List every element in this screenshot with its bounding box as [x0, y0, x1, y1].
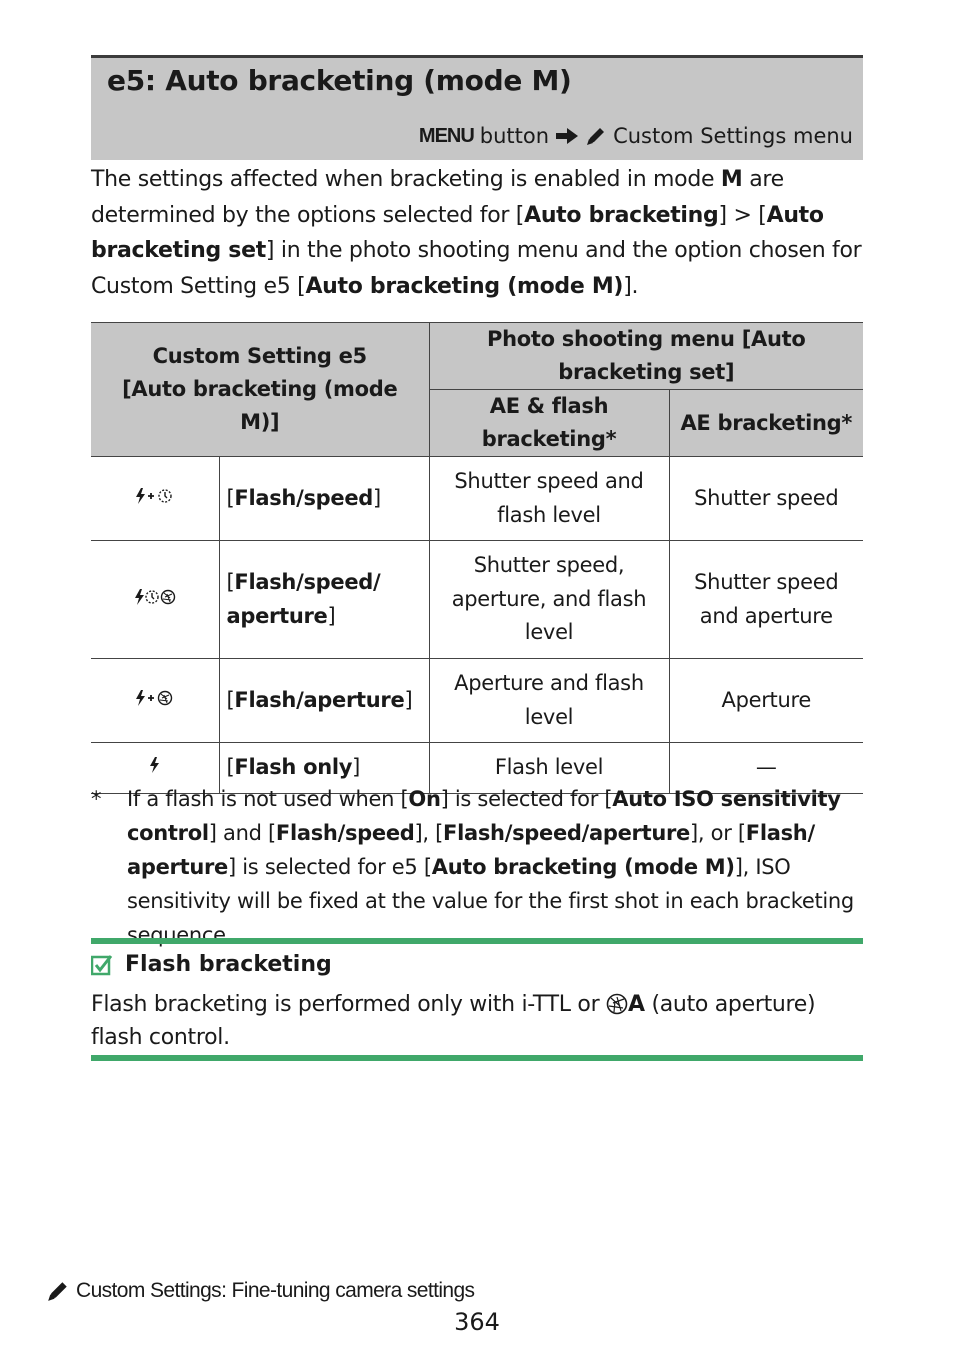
footnote-bold: Flash/speed/aperture: [443, 821, 690, 845]
row-ae-cell: Shutter speed: [669, 457, 863, 541]
flash-shutter-aperture-icon: [134, 588, 176, 606]
row-ae-flash-cell: Flash level: [429, 743, 669, 794]
intro-text: ].: [623, 273, 639, 299]
row-ae-flash-cell: Shutter speed, aperture, and flash level: [429, 541, 669, 659]
row-icon-cell: [91, 541, 219, 659]
table-row: [91, 541, 863, 659]
footnote-span: ], or [: [690, 821, 746, 845]
intro-bold: Auto bracketing set: [91, 202, 824, 263]
footnote: [91, 782, 866, 952]
pencil-icon: [585, 125, 607, 147]
table-row: [91, 457, 863, 541]
row-icon-cell: [91, 457, 219, 541]
menu-button-label: MENU: [418, 124, 474, 147]
note-title: Flash bracketing: [125, 952, 332, 977]
row-label-cell: [Flash/speed/ aperture]: [219, 541, 429, 659]
intro-text: ] in the photo shooting menu and the option chosen for Custom Setting e5 [: [91, 238, 862, 299]
row-ae-flash-cell: Aperture and flash level: [429, 659, 669, 743]
page-number: 364: [454, 1308, 500, 1336]
footnote-span: ] is selected for [: [440, 787, 613, 811]
footnote-span: ], [: [414, 821, 444, 845]
section-header: [91, 55, 863, 160]
pencil-icon: [46, 1279, 70, 1303]
intro-paragraph: [91, 162, 866, 304]
footnote-span: ], ISO sensitivity will be fixed at the value for the first shot in each bracketing sequence.: [127, 855, 854, 947]
footnote-bold: Flash/speed: [275, 821, 415, 845]
footnote-span: ] and [: [208, 821, 276, 845]
footnote-span: ] is selected for e5 [: [228, 855, 432, 879]
intro-text: The settings affected when bracketing is enabled in mode: [91, 167, 721, 192]
button-word: button: [479, 124, 550, 148]
note-text: (auto aperture) flash control.: [91, 992, 816, 1050]
footnote-bold: On: [408, 787, 441, 811]
footnote-text: [127, 782, 866, 952]
row-ae-cell: Shutter speed and aperture: [669, 541, 863, 659]
row-label: Flash/aperture: [234, 687, 405, 712]
col-header-ae-flash: AE & flash bracketing*: [429, 390, 669, 457]
flash-icon: [149, 756, 161, 774]
footnote-bold: Flash/ aperture: [127, 821, 815, 879]
intro-bold: Auto bracketing (mode M): [305, 273, 624, 299]
bracketing-table: [91, 322, 863, 794]
menu-destination: Custom Settings menu: [613, 124, 853, 148]
col-header-custom-setting: Custom Setting e5 [Auto bracketing (mode M)]: [91, 323, 429, 457]
intro-bold: M: [720, 167, 743, 192]
row-label: Flash/speed: [234, 485, 373, 510]
note-body: [91, 988, 851, 1054]
row-label: Flash only: [234, 755, 353, 780]
row-label: Flash/speed/: [234, 570, 381, 594]
footnote-marker: *: [91, 787, 102, 811]
intro-bold: Auto bracketing: [524, 202, 719, 228]
note-box: [91, 938, 863, 1061]
footnote-bold: Auto bracketing (mode M): [431, 855, 735, 879]
row-label-cell: [Flash/speed]: [219, 457, 429, 541]
note-text: Flash bracketing is performed only with i-TTL or: [91, 992, 607, 1017]
row-icon-cell: [91, 659, 219, 743]
arrow-right-icon: [555, 127, 579, 145]
footer-section-title: Custom Settings: Fine-tuning camera settings: [76, 1279, 475, 1302]
footnote-span: If a flash is not used when [: [127, 787, 409, 811]
intro-text: ] > [: [718, 202, 767, 228]
page-title: e5: Auto bracketing (mode M): [107, 64, 572, 97]
row-ae-cell: —: [669, 743, 863, 794]
row-label-cell: [Flash/aperture]: [219, 659, 429, 743]
checkmark-icon: [91, 954, 113, 976]
col-header-group: Photo shooting menu [Auto bracketing set]: [429, 323, 863, 390]
flash-plus-aperture-icon: [135, 689, 175, 707]
note-bold: A: [628, 992, 645, 1017]
intro-text: are determined by the options selected for [: [91, 167, 784, 228]
footer-section-link[interactable]: [46, 1279, 474, 1303]
flash-plus-shutter-icon: [135, 487, 175, 505]
footnote-bold: Auto ISO sensitivity control: [127, 787, 841, 845]
table-row: [91, 659, 863, 743]
col-header-ae: AE bracketing*: [669, 390, 863, 457]
row-label-cell: [Flash only]: [219, 743, 429, 794]
row-ae-flash-cell: Shutter speed and flash level: [429, 457, 669, 541]
row-ae-cell: Aperture: [669, 659, 863, 743]
note-heading: [91, 952, 332, 977]
auto-aperture-icon: [606, 993, 628, 1015]
row-label-continued: aperture: [226, 603, 328, 628]
menu-path: [419, 124, 853, 148]
